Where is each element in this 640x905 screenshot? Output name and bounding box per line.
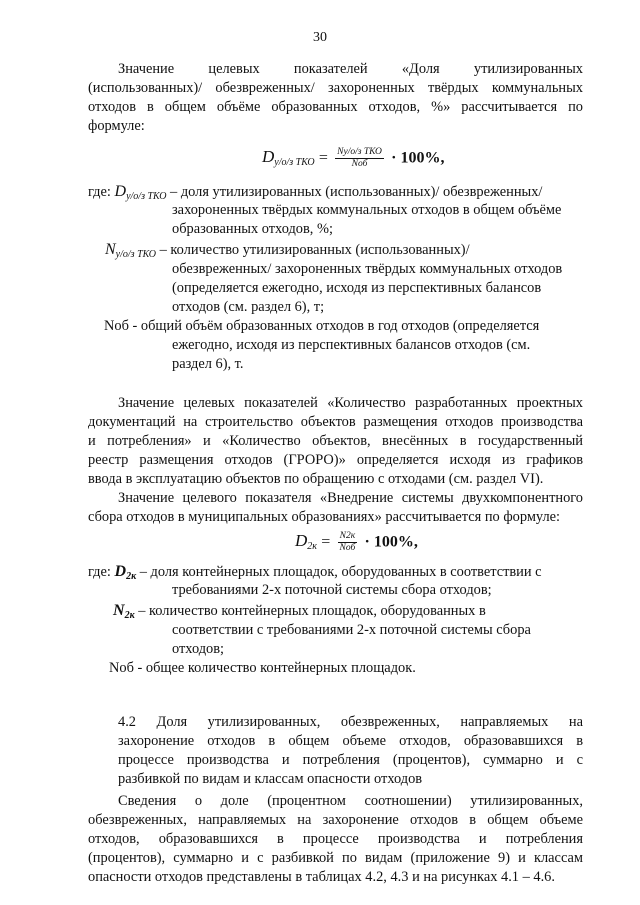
def1-n-line-4: отходов (см. раздел 6), т; [172, 299, 325, 315]
intro-line-4: формуле: [88, 118, 145, 134]
para5-line-5: опасности отходов представлены в таблицах 4.2, 4.3 и на рисунках 4.1 – 4.6. [88, 869, 555, 885]
para3-line-1: Значение целевого показателя «Внедрение системы двухкомпонентного [118, 490, 583, 506]
para2-line-3: и потребления» и «Количество объектов, внесённых в государственный [88, 433, 583, 449]
def2-d-line-2: требованиями 2-х поточной системы сбора отходов; [172, 582, 492, 598]
page-number: 30 [313, 30, 327, 45]
formula-2-lhs: $D_{2к}$ [295, 531, 317, 553]
para5-line-4: (процентов), суммарно и с разбивкой по видам (приложение 9) и классам [88, 850, 583, 866]
def2-n-line-1: $N_{2к}$ – количество контейнерных площадок, оборудованных в [113, 602, 486, 621]
para2-line-1: Значение целевых показателей «Количество разработанных проектных [118, 395, 583, 411]
para5-line-1: Сведения о доле (процентном соотношении) утилизированных, [118, 793, 583, 809]
intro-line-2: (использованных)/ обезвреженных/ захороненных твёрдых коммунальных [88, 80, 583, 96]
formula-2-fraction: $\frac{N2к}{\text{Nоб}}$ [339, 531, 356, 553]
formula-1-tail: · 100%, [391, 149, 445, 167]
def2-nob: Nоб - общее количество контейнерных площадок. [109, 660, 416, 676]
def1-nob-line-2: ежегодно, исходя из перспективных балансов отходов (см. [172, 337, 531, 353]
para2-line-2: документаций на строительство объектов размещения отходов производства [88, 414, 583, 430]
def2-n-line-2: соответствии с требованиями 2-х поточной системы сбора [172, 622, 531, 638]
intro-line-3: отходов в общем объёме образованных отходов, %» рассчитывается по [88, 99, 583, 115]
section-4-2-line-3: процессе производства и потребления (процентов), суммарно и с [118, 752, 583, 768]
intro-line-1: Значение целевых показателей «Доля утилизированных [118, 61, 583, 77]
def1-d-line-3: образованных отходов, %; [172, 221, 333, 237]
def2-d-line-1: где: $D_{2к}$ – доля контейнерных площадок, оборудованных в соответствии с [88, 563, 542, 582]
section-4-2-line-1: 4.2 Доля утилизированных, обезвреженных, направляемых на [118, 714, 583, 730]
def1-n-line-3: (определяется ежегодно, исходя из перспективных балансов [172, 280, 542, 296]
def1-d-line-2: захороненных твёрдых коммунальных отходов в общем объёме [172, 202, 562, 218]
para5-line-3: отходов, образовавшихся в процессе производства и потребления [88, 831, 583, 847]
para2-line-5: ввода в эксплуатацию объектов по обращению с отходами (см. раздел VI). [88, 471, 544, 487]
formula-2-tail: · 100%, [364, 533, 418, 551]
formula-1-fraction: $\frac{\text{Nу/о/з ТКО}}{\text{Nоб}}$ [337, 147, 382, 169]
def1-n-line-1: $N_{у/о/з ТКО}$ – количество утилизированных (использованных)/ [105, 241, 470, 260]
section-4-2-line-4: разбивкой по видам и классам опасности отходов [118, 771, 423, 787]
def1-nob-line-1: Nоб - общий объём образованных отходов в год отходов (определяется [104, 318, 540, 334]
formula-2: $D_{2к}$ = $\frac{N2к}{\text{Nоб}}$ · 100%, [295, 531, 418, 553]
para3-line-2: сбора отходов в муниципальных образованиях» рассчитывается по формуле: [88, 509, 561, 525]
para2-line-4: реестр размещения отходов (ГРОРО)» определяется исходя из графиков [88, 452, 583, 468]
section-4-2-line-2: захоронение отходов в общем объеме отходов, образовавшихся в [118, 733, 583, 749]
def2-n-line-3: отходов; [172, 641, 225, 657]
formula-1: $D_{у/о/з ТКО}$ = $\frac{\text{Nу/о/з ТКО}}{\text{Nоб}}$ · 100%, [262, 147, 445, 169]
def1-nob-line-3: раздел 6), т. [172, 356, 244, 372]
def1-d-line-1: где: $D_{у/о/з ТКО}$ – доля утилизированных (использованных)/ обезвреженных/ [88, 183, 543, 202]
formula-1-lhs: $D_{у/о/з ТКО}$ [262, 147, 315, 169]
para5-line-2: обезвреженных, направляемых на захоронение отходов в общем объеме [88, 812, 583, 828]
def1-n-line-2: обезвреженных/ захороненных твёрдых коммунальных отходов [172, 261, 563, 277]
